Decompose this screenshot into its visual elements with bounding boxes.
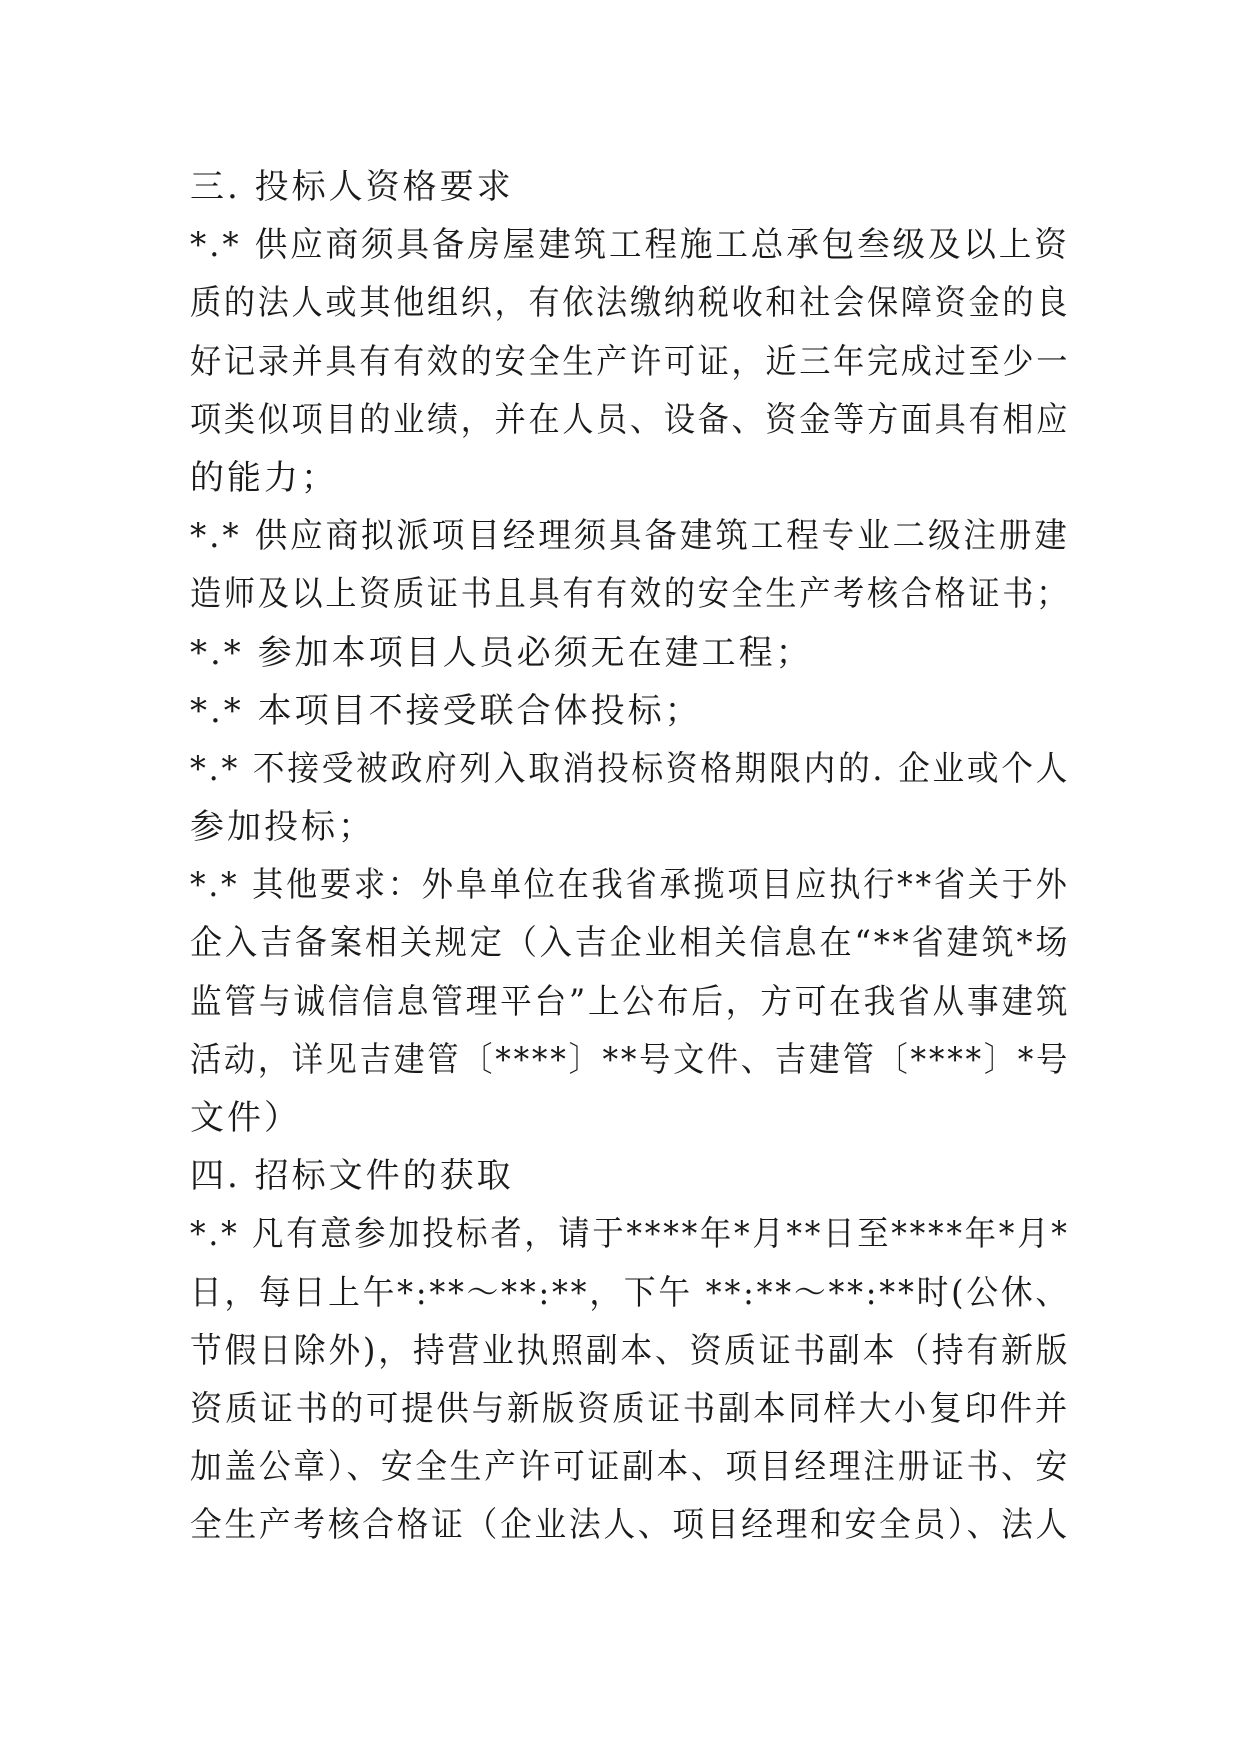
paragraph-line: *.* 其他要求：外阜单位在我省承揽项目应执行**省关于外 — [190, 865, 1070, 906]
paragraph-line: 活动，详见吉建管〔****〕**号文件、吉建管〔****〕*号 — [190, 1039, 1071, 1080]
paragraph-line: *.* 凡有意参加投标者，请于****年*月**日至****年*月* — [190, 1214, 1070, 1255]
paragraph-line: 的能力； — [190, 457, 338, 498]
paragraph-line: 质的法人或其他组织，有依法缴纳税收和社会保障资金的良 — [190, 283, 1071, 324]
paragraph-line: *.* 供应商拟派项目经理须具备建筑工程专业二级注册建 — [190, 516, 1070, 557]
paragraph-line: 监管与诚信信息管理平台”上公布后，方可在我省从事建筑 — [190, 981, 1071, 1022]
paragraph-line: 项类似项目的业绩，并在人员、设备、资金等方面具有相应 — [190, 399, 1071, 440]
paragraph-line: 日，每日上午*:**～**:**，下午 **:**～**:**时(公休、 — [190, 1272, 1070, 1313]
paragraph-line: 资质证书的可提供与新版资质证书副本同样大小复印件并 — [190, 1388, 1071, 1429]
paragraph-line: 文件） — [190, 1098, 301, 1138]
paragraph-line: *.* 供应商须具备房屋建筑工程施工总承包叁级及以上资 — [190, 225, 1070, 266]
paragraph-line: 造师及以上资质证书且具有有效的安全生产考核合格证书； — [190, 574, 1071, 615]
paragraph-line: 好记录并具有有效的安全生产许可证，近三年完成过至少一 — [190, 341, 1071, 382]
paragraph-line: 节假日除外)，持营业执照副本、资质证书副本（持有新版 — [190, 1330, 1071, 1371]
paragraph-line: *.* 参加本项目人员必须无在建工程； — [190, 632, 813, 673]
paragraph-line: *.* 本项目不接受联合体投标； — [190, 690, 702, 731]
paragraph-line: 企入吉备案相关规定（入吉企业相关信息在“**省建筑*场 — [190, 923, 1071, 964]
paragraph-line: 参加投标； — [190, 807, 375, 848]
paragraph-line: 加盖公章）、安全生产许可证副本、项目经理注册证书、安 — [190, 1447, 1070, 1488]
paragraph-line: 全生产考核合格证（企业法人、项目经理和安全员）、法人 — [190, 1505, 1070, 1546]
paragraph-line: *.* 不接受被政府列入取消投标资格期限内的. 企业或个人 — [190, 748, 1071, 789]
section-heading-bid-documents: 四. 招标文件的获取 — [190, 1156, 514, 1197]
document-body — [190, 158, 1070, 1555]
section-heading-qualifications: 三. 投标人资格要求 — [190, 167, 514, 207]
